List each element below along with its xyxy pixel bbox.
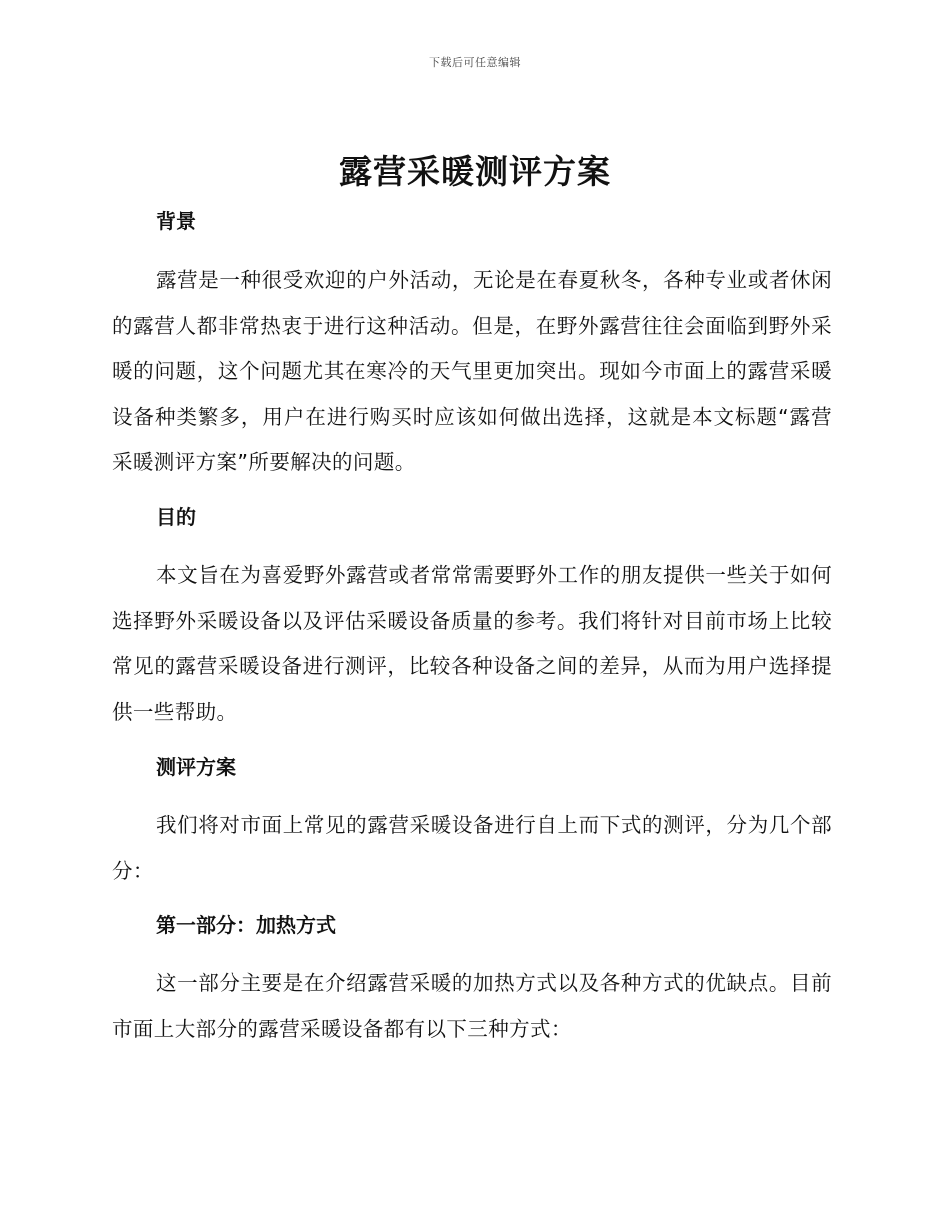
section-heading-background: 背景 (156, 209, 196, 233)
section-heading-evaluation-plan: 测评方案 (156, 755, 236, 779)
section-paragraph-purpose: 本文旨在为喜爱野外露营或者常常需要野外工作的朋友提供一些关于如何选择野外采暖设备以及评估采暖设备质量的参考。我们将针对目前市场上比较常见的露营采暖设备进行测评，比较各种设备之间的差异，从而为用户选择提供一些帮助。 (112, 563, 832, 724)
section-paragraph-evaluation-plan: 我们将对市面上常见的露营采暖设备进行自上而下式的测评，分为几个部分： (112, 813, 832, 883)
document-title: 露营采暖测评方案 (339, 152, 611, 191)
section-heading-purpose: 目的 (156, 505, 196, 529)
section-heading-part-one: 第一部分：加热方式 (156, 913, 336, 937)
header-note: 下载后可任意编辑 (429, 56, 521, 69)
section-paragraph-background: 露营是一种很受欢迎的户外活动，无论是在春夏秋冬，各种专业或者休闲的露营人都非常热衷于进行这种活动。但是，在野外露营往往会面临到野外采暖的问题，这个问题尤其在寒冷的天气里更加突出。现如今市面上的露营采暖设备种类繁多，用户在进行购买时应该如何做出选择，这就是本文标题“露营采暖测评方案”所要解决的问题。 (112, 268, 832, 474)
section-paragraph-part-one: 这一部分主要是在介绍露营采暖的加热方式以及各种方式的优缺点。目前市面上大部分的露营采暖设备都有以下三种方式： (112, 971, 832, 1041)
